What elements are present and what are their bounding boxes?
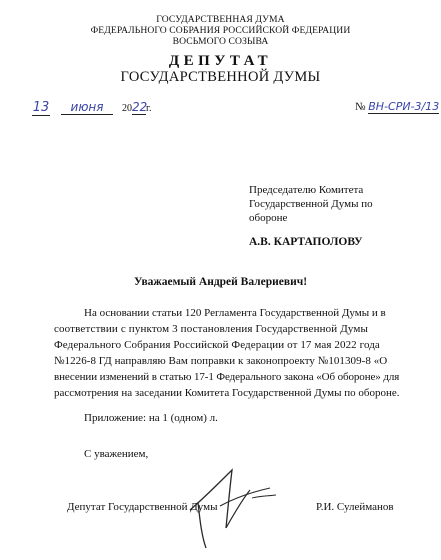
addressee-name: А.В. КАРТАПОЛОВУ: [249, 236, 363, 248]
body-line-5: внесении изменений в статью 17-1 Федерального закона «Об обороне» для: [54, 371, 400, 383]
addressee-line-3: обороне: [249, 212, 288, 224]
attachment-note: Приложение: на 1 (одном) л.: [84, 412, 218, 424]
body-line-4: №1226-8 ГД направляю Вам поправки к законопроекту №101309-8 «О: [54, 355, 388, 367]
date-year-marker: г.: [146, 103, 152, 114]
salutation: Уважаемый Андрей Валериевич!: [133, 276, 308, 288]
document-number: [355, 100, 439, 114]
signature-position: Депутат Государственной Думы: [67, 501, 218, 513]
date-day: 13: [32, 100, 50, 115]
date-month: июня: [61, 100, 113, 115]
letterhead-line-3: ВОСЬМОГО СОЗЫВА: [172, 36, 269, 47]
addressee-line-2: Государственной Думы по: [249, 198, 373, 210]
body-line-1: На основании статьи 120 Регламента Государственной Думы и в: [84, 307, 386, 319]
body-line-6: рассмотрения на заседании Комитета Государственной Думы по обороне.: [54, 387, 400, 399]
date-year-suffix: 22: [132, 100, 148, 114]
number-value: ВН-СРИ-3/13: [368, 100, 440, 113]
body-line-3: Федерального Собрания Российской Федерации от 17 мая 2022 года: [54, 339, 380, 351]
signature-name: Р.И. Сулейманов: [316, 501, 394, 513]
addressee-line-1: Председателю Комитета: [249, 184, 364, 196]
date-year-prefix: 20: [122, 103, 132, 114]
body-line-2: соответствии с пунктом 3 постановления Государственной Думы: [54, 323, 369, 335]
letterhead-title: ДЕПУТАТ: [168, 53, 273, 69]
date-line: [32, 100, 151, 116]
number-label: №: [355, 101, 366, 113]
letterhead-line-2: ФЕДЕРАЛЬНОГО СОБРАНИЯ РОССИЙСКОЙ ФЕДЕРАЦИИ: [90, 25, 351, 36]
closing: С уважением,: [84, 448, 149, 460]
letterhead-subtitle: ГОСУДАРСТВЕННОЙ ДУМЫ: [120, 69, 321, 85]
letterhead-line-1: ГОСУДАРСТВЕННАЯ ДУМА: [156, 14, 285, 25]
handwritten-signature: [180, 462, 280, 552]
